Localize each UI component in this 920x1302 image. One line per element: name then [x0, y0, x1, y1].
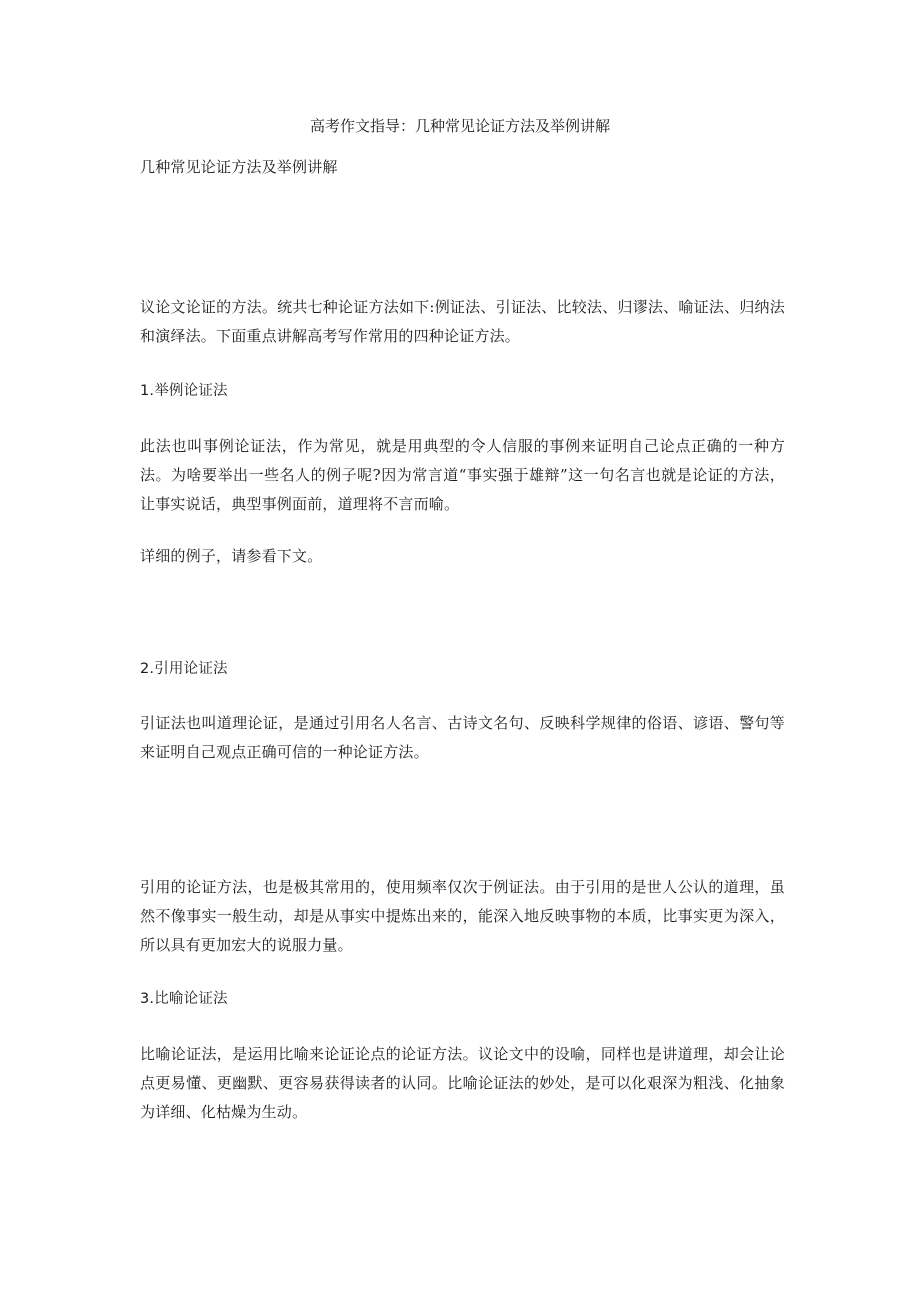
- section-paragraph: 引证法也叫道理论证，是通过引用名人名言、古诗文名句、反映科学规律的俗语、谚语、警句等来证明自己观点正确可信的一种论证方法。: [140, 714, 785, 761]
- section-paragraph: 此法也叫事例论证法，作为常见，就是用典型的令人信服的事例来证明自己论点正确的一种方法。为啥要举出一些名人的例子呢?因为常言道“事实强于雄辩”这一句名言也就是论证的方法，让事实说话，典型事例面前，道理将不言而喻。: [140, 437, 785, 513]
- section-paragraph: 详细的例子，请参看下文。: [140, 547, 323, 565]
- section-heading-example: 1.举例论证法: [140, 383, 228, 399]
- intro-paragraph: 议论文论证的方法。统共七种论证方法如下:例证法、引证法、比较法、归谬法、喻证法、归纳法和演绎法。下面重点讲解高考写作常用的四种论证方法。: [140, 298, 785, 345]
- section-paragraph: 比喻论证法，是运用比喻来论证论点的论证方法。议论文中的设喻，同样也是讲道理，却会让论点更易懂、更幽默、更容易获得读者的认同。比喻论证法的妙处，是可以化艰深为粗浅、化抽象为详细、化枯燥为生动。: [140, 1045, 785, 1121]
- section-heading-quotation: 2.引用论证法: [140, 661, 228, 677]
- section-heading-metaphor: 3.比喻论证法: [140, 991, 228, 1007]
- document-title: 高考作文指导：几种常见论证方法及举例讲解: [309, 117, 610, 135]
- section-paragraph: 引用的论证方法，也是极其常用的，使用频率仅次于例证法。由于引用的是世人公认的道理，虽然不像事实一般生动，却是从事实中提炼出来的，能深入地反映事物的本质，比事实更为深入，所以具有更加宏大的说服力量。: [140, 878, 785, 954]
- document-subtitle: 几种常见论证方法及举例讲解: [140, 158, 338, 176]
